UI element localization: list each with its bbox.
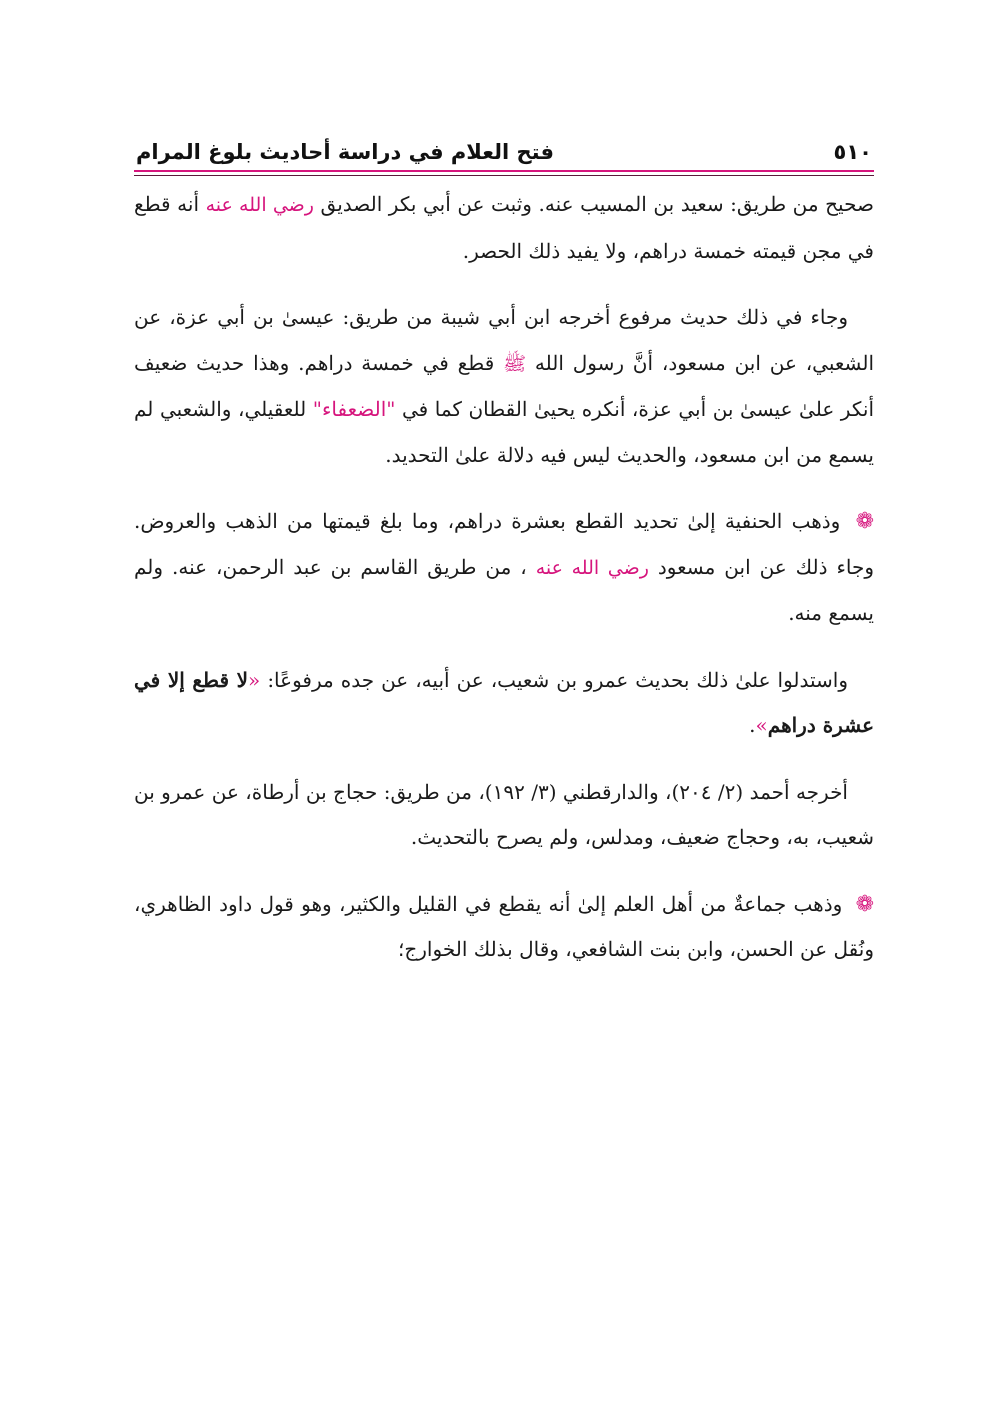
book-title-quote: "الضعفاء" <box>312 397 396 421</box>
text-segment: صحيح من طريق: سعيد بن المسيب عنه. وثبت عن أبي بكر الصديق <box>320 192 874 216</box>
paragraph-jamaa <box>134 882 874 973</box>
radiyallahu-symbol: رضي الله عنه <box>205 194 314 216</box>
header-rule-pink <box>134 170 874 172</box>
header-rule-dark <box>134 175 874 176</box>
text-segment: واستدلوا علىٰ ذلك بحديث عمرو بن شعيب، عن أبيه، عن جده مرفوعًا: <box>267 667 849 692</box>
text-segment: قطع في خمسة دراهم. وهذا حديث ضعيف أنكر علىٰ عيسىٰ بن أبي عزة، أنكره يحيىٰ القطان كما في <box>134 350 875 421</box>
radiyallahu-symbol: رضي الله عنه <box>535 556 649 579</box>
flower-icon: ❁ <box>855 891 875 917</box>
paragraph-evidence <box>134 658 874 749</box>
paragraph-hanafiyya <box>134 499 874 637</box>
page-number: ٥١٠ <box>833 140 872 164</box>
paragraph-takhrij <box>134 770 874 861</box>
text-segment: وجاء في ذلك حديث مرفوع أخرجه ابن أبي شيبة من طريق: عيسىٰ بن أبي عزة، عن الشعبي، عن ابن مسعود، أنَّ رسول الله <box>134 305 875 375</box>
hadith-open-quote: « <box>248 667 261 692</box>
paragraph-marfu-hadith <box>134 295 874 478</box>
page-body <box>134 182 874 973</box>
paragraph-abu-bakr <box>134 182 874 274</box>
text-segment: وذهب الحنفية إلىٰ تحديد القطع بعشرة دراهم، وما بلغ قيمتها من الذهب والعروض. وجاء ذلك عن ابن مسعود <box>134 509 875 579</box>
book-page <box>134 120 874 973</box>
flower-icon: ❁ <box>855 509 875 534</box>
text-segment: ، من طريق القاسم بن عبد الرحمن، عنه. ولم يسمع منه. <box>134 554 874 625</box>
text-segment: . <box>749 713 756 737</box>
text-segment: للعقيلي، والشعبي لم يسمع من ابن مسعود، والحديث ليس فيه دلالة علىٰ التحديد. <box>134 397 874 467</box>
text-segment: وذهب جماعةٌ من أهل العلم إلىٰ أنه يقطع في القليل والكثير، وهو قول داود الظاهري، ونُقل عن الحسن، وابن بنت الشافعي، وقال بذلك الخوارج؛ <box>134 891 874 961</box>
running-header <box>134 120 874 164</box>
paragraph-gap <box>134 749 874 770</box>
paragraph-gap <box>134 861 874 882</box>
book-title: فتح العلام في دراسة أحاديث بلوغ المرام <box>136 140 554 164</box>
paragraph-gap <box>134 274 874 295</box>
paragraph-gap <box>134 478 874 499</box>
text-segment: أنه قطع في مجن قيمته خمسة دراهم، ولا يفيد ذلك الحصر. <box>134 192 874 263</box>
text-segment: أخرجه أحمد (٢/ ٢٠٤)، والدارقطني (٣/ ١٩٢)، من طريق: حجاج بن أرطاة، عن عمرو بن شعيب، به، وحجاج ضعيف، ومدلس، ولم يصرح بالتحديث. <box>134 779 874 849</box>
hadith-close-quote: » <box>755 713 768 737</box>
hadith-text: لا قطع إلا في عشرة دراهم <box>134 667 874 737</box>
salla-symbol: ﷺ <box>503 352 527 375</box>
paragraph-gap <box>134 637 874 658</box>
